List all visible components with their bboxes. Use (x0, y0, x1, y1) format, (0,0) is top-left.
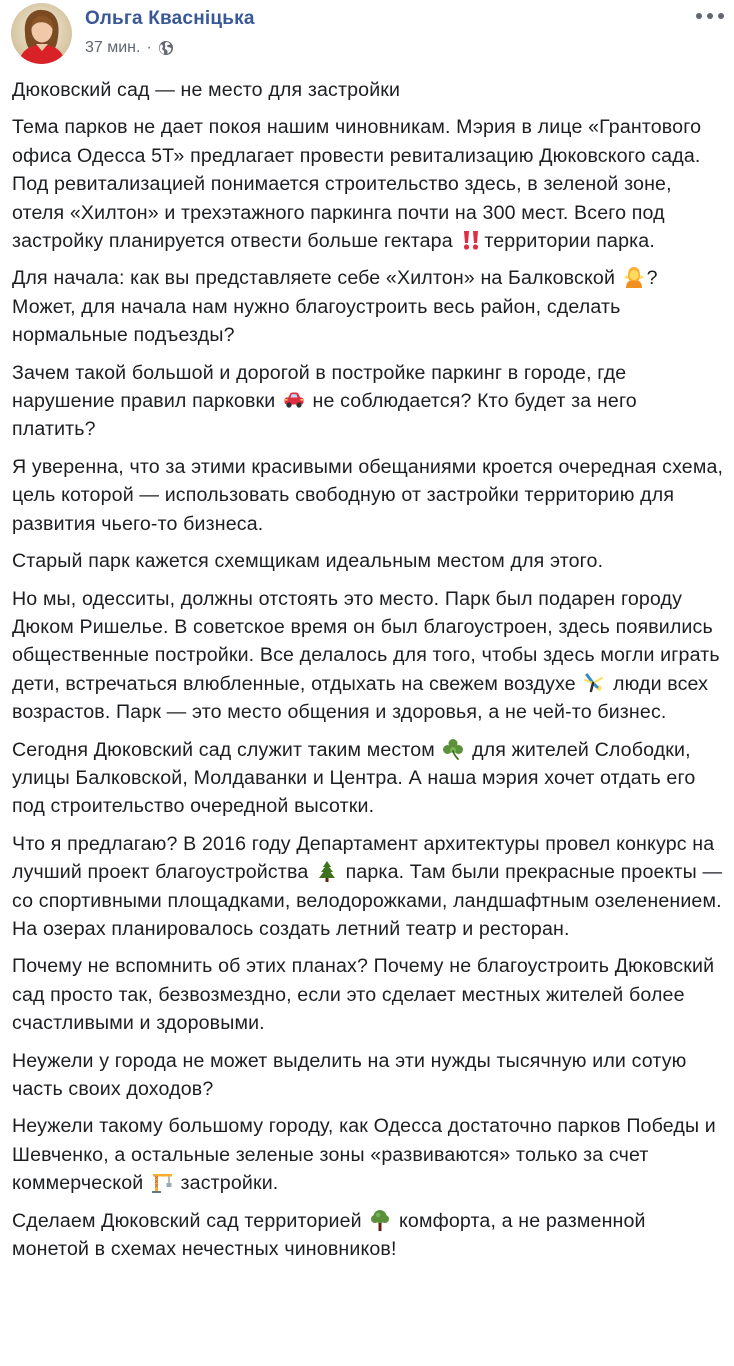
author-avatar[interactable] (11, 3, 72, 64)
post-paragraph: Но мы, одесситы, должны отстоять это место. Парк был подарен городу Дюком Ришелье. В советское время он был благоустроен, здесь появились общественные постройки. Все делалось для того, чтобы здесь могли играть дети, встречаться влюбленные, отдыхать на свежем воздухе люди всех возрастов. Парк — это место общения и здоровья, а не чей-то бизнес. (12, 587, 720, 724)
post-paragraph: Неужели у города не может выделить на эти нужды тысячную или сотую часть своих доходов? (12, 1049, 687, 1100)
post-body (12, 76, 724, 1272)
post-paragraph: Сделаем Дюковский сад территорией комфорта, а не разменной монетой в схемах нечестных чиновников! (12, 1209, 646, 1261)
post-paragraph: Сегодня Дюковский сад служит таким местом для жителей Слободки, улицы Балковской, Молдаванки и Центра. А наша мэрия хочет отдать его под строительство очередной высотки. (12, 738, 696, 818)
author-name[interactable]: Ольга Квасніцька (85, 8, 255, 29)
post-paragraph: Тема парков не дает покоя нашим чиновникам. Мэрия в лице «Грантового офиса Одесса 5Т» предлагает провести ревитализацию Дюковского сада. Под ревитализацией понимается строительство здесь, в зеленой зоне, отеля «Хилтон» и трехэтажного паркинга почти на 300 мест. Всего под застройку планируется отвести больше гектара территории парка. (12, 116, 702, 253)
post-paragraph: Неужели такому большому городу, как Одесса достаточно парков Победы и Шевченко, а остальные зеленые зоны «развиваются» только за счет коммерческой застройки. (12, 1115, 716, 1195)
car-icon (283, 389, 305, 411)
post-header (0, 0, 734, 70)
post-paragraph: Почему не вспомнить об этих планах? Почему не благоустроить Дюковский сад просто так, безвозмездно, если это сделает местных жителей более счастливыми и здоровыми. (12, 955, 715, 1035)
more-horizontal-icon[interactable] (694, 6, 726, 26)
post-paragraph: Что я предлагаю? В 2016 году Департамент архитектуры провел конкурс на лучший проект благоустройства парка. Там были прекрасные проекты — со спортивными площадками, велодорожками, ландшафтным озеленением. На озерах планировалось создать летний театр и ресторан. (12, 832, 723, 940)
post-paragraph: Для начала: как вы представляете себе «Хилтон» на Балковской ? Может, для начала нам нужно благоустроить весь район, сделать нормальные подъезды? (12, 267, 658, 347)
deciduous-tree-icon (369, 1209, 391, 1231)
post-paragraph: Зачем такой большой и дорогой в постройке паркинг в городе, где нарушение правил парковки не соблюдается? Кто будет за него платить? (12, 361, 637, 441)
post-time[interactable]: 37 мин. (85, 39, 141, 56)
double-exclamation-icon (460, 229, 482, 251)
construction-crane-icon (151, 1171, 173, 1193)
woman-shrugging-icon (623, 266, 645, 288)
post-meta (85, 37, 174, 59)
shamrock-icon (442, 738, 464, 760)
post-paragraph-title: Дюковский сад — не место для застройки (12, 79, 401, 101)
post-paragraph: Старый парк кажется схемщикам идеальным местом для этого. (12, 550, 604, 573)
post-paragraph: Я уверенна, что за этими красивыми обещаниями кроется очередная схема, цель которой — использовать свободную от застройки территорию для развития чьего-то бизнеса. (12, 455, 724, 535)
evergreen-tree-icon (316, 860, 338, 882)
cartwheel-icon (583, 672, 605, 694)
globe-icon[interactable] (158, 40, 174, 56)
meta-separator: · (146, 39, 152, 56)
